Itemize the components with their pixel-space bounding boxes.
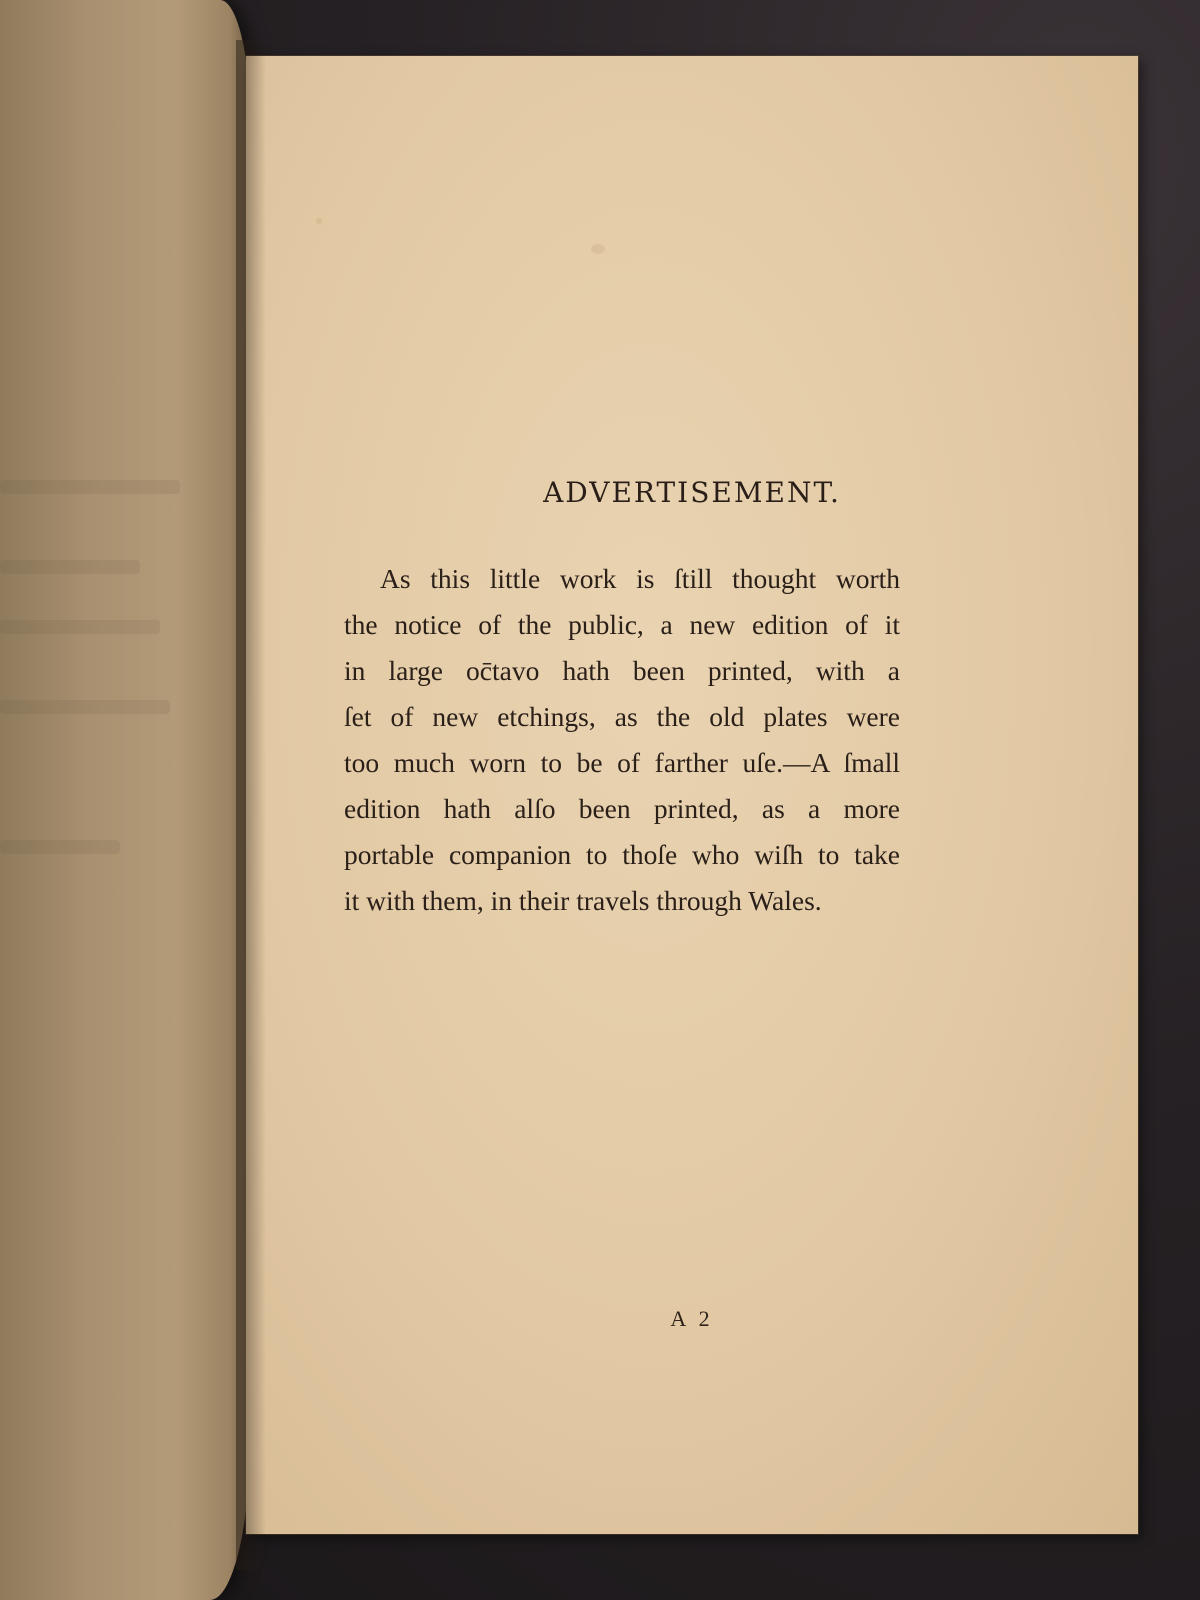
book-page	[246, 56, 1138, 1534]
text-line: ſet of new etchings, as the old plates were	[344, 701, 900, 732]
gutter-shadow	[236, 40, 266, 1570]
bleed-through-mark	[0, 560, 140, 574]
advertisement-text	[344, 556, 900, 924]
text-line: it with them, in their travels through Wales.	[344, 885, 822, 916]
bleed-through-mark	[0, 700, 170, 714]
bleed-through-mark	[0, 840, 120, 854]
bleed-through-mark	[0, 620, 160, 634]
foxing-spot	[591, 244, 605, 254]
signature-mark: A 2	[670, 1306, 714, 1331]
text-line: in large oc̄tavo hath been printed, with a	[344, 655, 900, 686]
text-line: edition hath alſo been printed, as a more	[344, 793, 900, 824]
page-title: ADVERTISEMENT.	[543, 476, 841, 509]
text-line: too much worn to be of farther uſe.—A ſmall	[344, 747, 900, 778]
left-facing-page	[0, 0, 250, 1600]
bleed-through-mark	[0, 480, 180, 494]
text-line: As this little work is ſtill thought worth	[380, 563, 900, 594]
foxing-spot	[316, 218, 322, 224]
text-line: the notice of the public, a new edition of it	[344, 609, 900, 640]
text-line: portable companion to thoſe who wiſh to take	[344, 839, 900, 870]
